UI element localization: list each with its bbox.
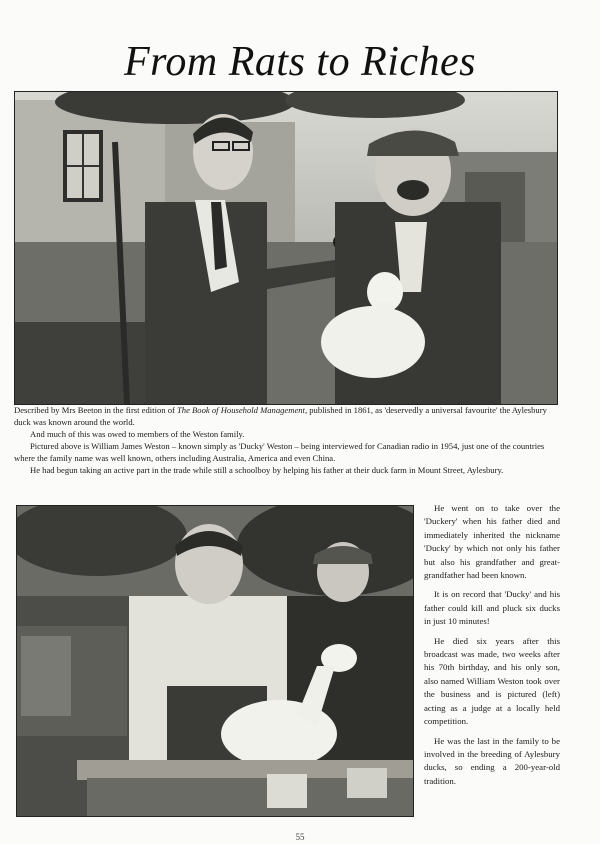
photo-caption	[14, 404, 560, 476]
interview-photo	[14, 91, 558, 405]
side-column	[424, 502, 560, 794]
page-number: 55	[295, 832, 305, 842]
caption-paragraph-4: He had begun taking an active part in the trade while still a schoolboy by helping his father at their duck farm in Mount Street, Aylesbury.	[30, 465, 504, 475]
page-title: From Rats to Riches	[123, 39, 477, 85]
caption-paragraph-1: Described by Mrs Beeton in the first edition of The Book of Household Management, published in 1861, as 'deservedly a universal favourite' the Aylesbury duck was known around the world.	[14, 405, 547, 427]
column-paragraph-4: He was the last in the family to be involved in the breeding of Aylesbury ducks, so ending a 200-year-old tradition.	[424, 735, 560, 786]
column-paragraph-2: It is on record that 'Ducky' and his father could kill and pluck six ducks in just 10 minutes!	[424, 589, 560, 627]
caption-paragraph-2: And much of this was owed to members of the Weston family.	[30, 429, 245, 439]
column-paragraph-3: He died six years after this broadcast was made, two weeks after his 70th birthday, and his only son, also named William Weston took over the business and is pictured (left) acting as a judge at a locally held competition.	[424, 635, 560, 727]
judging-photo	[16, 505, 414, 817]
caption-paragraph-3: Pictured above is William James Weston – known simply as 'Ducky' Weston – being interviewed for Canadian radio in 1954, just one of the countries where the family name was well known, others including Australia, America and even China.	[14, 441, 545, 463]
column-paragraph-1: He went on to take over the 'Duckery' when his father died and immediately inherited the nickname 'Ducky' by which not only his father but also his grandfather and great-grandfather had been known.	[424, 503, 560, 581]
